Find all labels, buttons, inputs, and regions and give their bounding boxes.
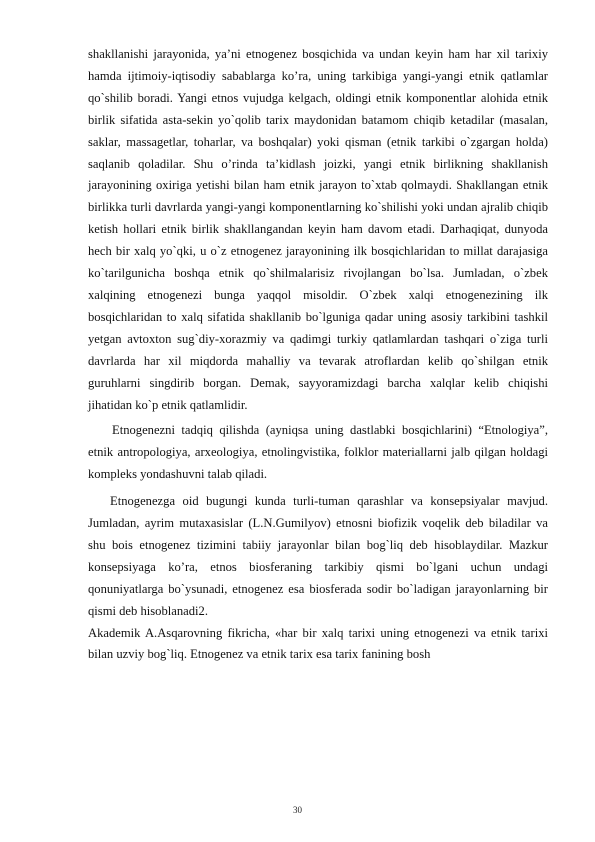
paragraph-2: Etnogenezni tadqiq qilishda (ayniqsa uning dastlabki bosqichlarini) “Etnologiya”, etnik antropologiya, arxeologiya, etnolingvistika, folklor materiallarni jalb qilgan holdagi kompleks yondashuvni talab qiladi. [88, 423, 548, 482]
paragraph-4: Akademik A.Asqarovning fikricha, «har bir xalq tarixi uning etnogenezi va etnik tarixi bilan uzviy bog`liq. Etnogenez va etnik tarix esa tarix fanining bosh [88, 625, 548, 662]
paragraph-3: Etnogenezga oid bugungi kunda turli-tuman qarashlar va konsepsiyalar mavjud. Jumladan, ayrim mutaxasislar (L.N.Gumilyov) etnosni biofizik voqelik deb biladilar va shu bois etnogenez tizimini tabiiy jarayonlar bilan bog`liq deb hisoblaydilar. Mazkur konsepsiyaga ko’ra, etnos biosferaning tarkibiy qismi bo`lgani uchun undagi qonuniyatlarga bo`ysunadi, etnogenez esa biosferada sodir bo`ladigan jarayonlarning bir qismi deb hisoblanadi2. [88, 494, 548, 618]
page-number: 30 [293, 805, 302, 815]
paragraph-1: shakllanishi jarayonida, ya’ni etnogenez bosqichida va undan keyin ham har xil tarixiy hamda ijtimoiy-iqtisodiy sabablarga ko’ra, uning tarkibiga yangi-yangi etnik qatlamlar qo`shilib boradi. Yangi etnos vujudga kelgach, oldingi etnik komponentlar alohida etnik birlik sifatida asta-sekin yo`qolib tarix maydonidan batamom chiqib ketadilar (masalan, saklar, massagetlar, toharlar, va boshqalar) yoki qisman (etnik tarkibi o`zgargan holda) saqlanib qoladilar. Shu o’rinda ta’kidlash joizki, yangi etnik birlikning shakllanish jarayonining oxiriga yetishi bilan ham etnik jarayon to`xtab qolmaydi. Shakllangan etnik birlikka turli davrlarda yangi-yangi komponentlarning ko`shilishi yoki undan ajralib chiqib ketish hollari etnik birlik shakllangandan keyin ham davom etadi. Darhaqiqat, dunyoda hech bir xalq yo`qki, u o`z etnogenez jarayonining ilk bosqichlaridan to millat darajasiga ko`tarilgunicha boshqa etnik qo`shilmalarisiz rivojlangan bo`lsa. Jumladan, o`zbek xalqining etnogenezi bunga yaqqol misoldir. O`zbek xalqi etnogenezining ilk bosqichlaridan to xalq sifatida shakllanib bo`lguniga qadar uning asosiy tarkibini tashkil yetgan avtoxton sug`diy-xorazmiy va qadimgi turkiy qatlamlardan tashqari o`ziga turli davrlarda har xil miqdorda mahalliy va tevarak atroflardan kelib qo`shilgan etnik guruhlarni singdirib borgan. Demak, sayyoramizdagi barcha xalqlar kelib chiqishi jihatidan ko`p etnik qatlamlidir. [88, 47, 548, 412]
body-text [88, 44, 548, 666]
